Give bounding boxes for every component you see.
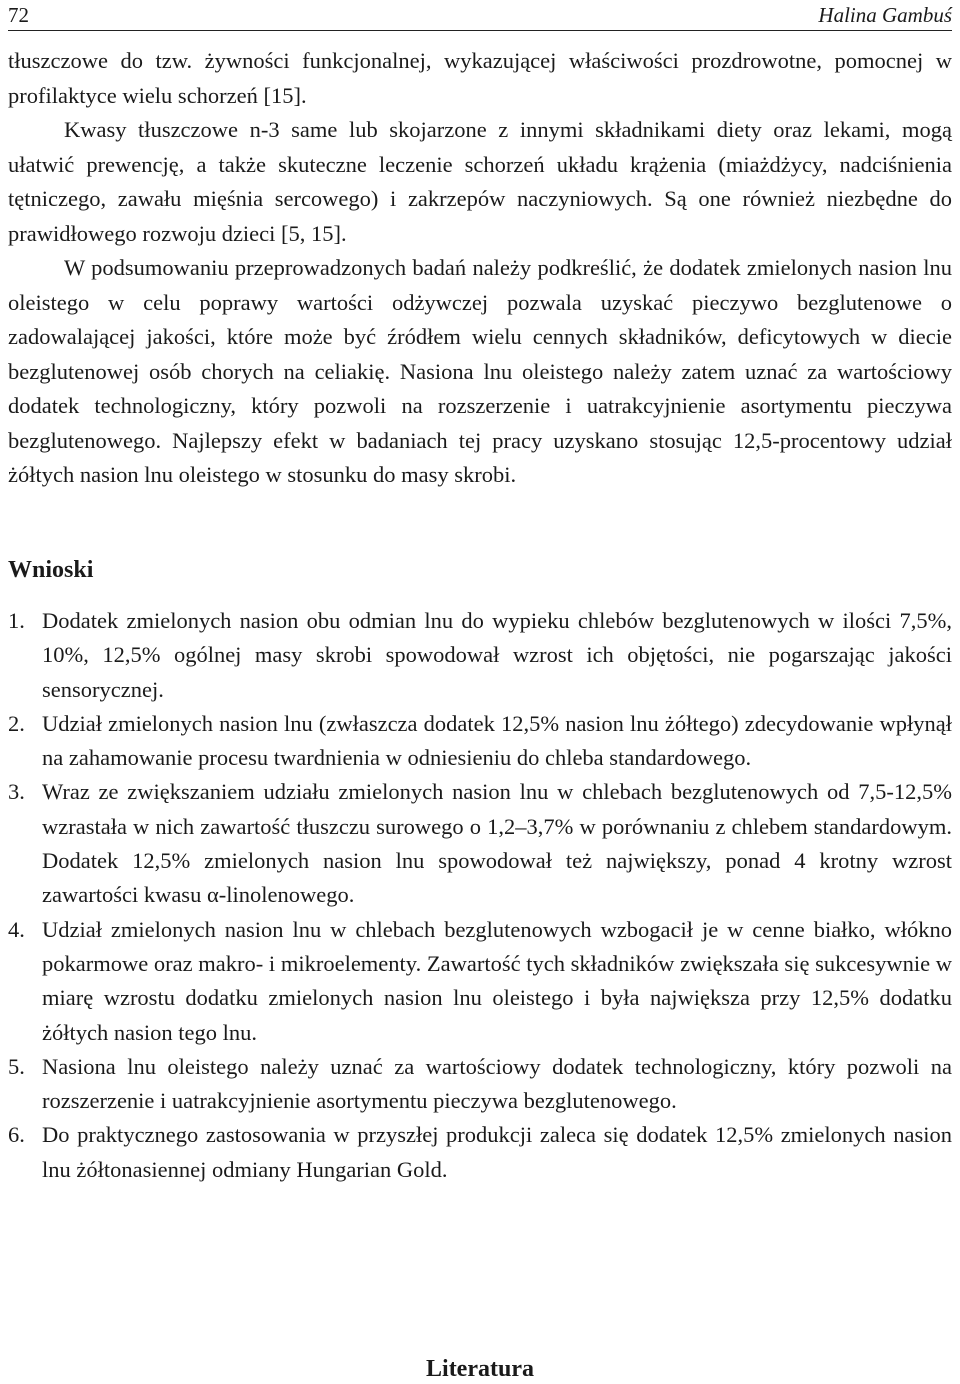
page-header — [8, 0, 952, 31]
conclusion-number: 2. — [8, 710, 25, 736]
conclusion-item — [8, 775, 952, 912]
conclusion-number: 4. — [8, 916, 25, 942]
body-text — [8, 44, 952, 493]
conclusion-item — [8, 1050, 952, 1119]
conclusion-item — [8, 1118, 952, 1187]
conclusion-text: Wraz ze zwiększaniem udziału zmielonych nasion lnu w chlebach bezglutenowych od 7,5-12,5% wzrastała w nich zawartość tłuszczu surowego o 1,2–3,7% w porównaniu z chlebem standardowym. Dodatek 12,5% zmielonych nasion lnu spowodował też największy, ponad 4 krotny wzrost zawartości kwasu α-linolenowego. — [42, 779, 952, 908]
conclusion-text: Do praktycznego zastosowania w przyszłej produkcji zaleca się dodatek 12,5% zmielonych nasion lnu żółtonasiennej odmiany Hungarian Gold. — [42, 1122, 952, 1182]
conclusion-number: 1. — [8, 608, 25, 633]
literature-heading: Literatura — [426, 1356, 534, 1382]
conclusion-text: Udział zmielonych nasion lnu (zwłaszcza dodatek 12,5% nasion lnu żółtego) zdecydowanie wpłynął na zahamowanie procesu twardnienia w odniesieniu do chleba standardowego. — [42, 710, 952, 771]
conclusion-number: 3. — [8, 779, 25, 805]
page-number: 72 — [8, 3, 29, 27]
conclusion-item — [8, 707, 952, 776]
running-head-author: Halina Gambuś — [818, 3, 952, 27]
conclusions-heading: Wnioski — [8, 557, 94, 583]
paragraph-summary: W podsumowaniu przeprowadzonych badań należy podkreślić, że dodatek zmielonych nasion lnu oleistego w celu poprawy wartości odżywczej pozwala uzyskać pieczywo bezglutenowe o zadowalającej jakości, które może być źródłem wielu cennych składników, deficytowych w diecie bezglutenowej osób chorych na celiakię. Nasiona lnu oleistego należy zatem uznać za wartościowy dodatek technologiczny, który pozwoli na rozszerzenie i uatrakcyjnienie asortymentu pieczywa bezglutenowego. Najlepszy efekt w badaniach tej pracy uzyskano stosując 12,5-procentowy udział żółtych nasion lnu oleistego w stosunku do masy skrobi. — [8, 255, 952, 487]
paragraph-continuation: tłuszczowe do tzw. żywności funkcjonalnej, wykazującej właściwości prozdrowotne, pomocnej w profilaktyce wielu schorzeń [15]. — [8, 48, 952, 108]
conclusion-item — [8, 913, 952, 1050]
conclusion-item — [8, 604, 952, 707]
conclusion-number: 6. — [8, 1122, 25, 1148]
paragraph-omega3: Kwasy tłuszczowe n-3 same lub skojarzone z innymi składnikami diety oraz lekami, mogą ułatwić prewencję, a także skuteczne leczenie schorzeń układu krążenia (miażdżycy, nadciśnienia tętniczego, zawału mięśnia sercowego) i zakrzepów naczyniowych. Są one również niezbędne do prawidłowego rozwoju dzieci [5, 15]. — [8, 117, 952, 246]
conclusion-number: 5. — [8, 1053, 25, 1079]
conclusion-text: Dodatek zmielonych nasion obu odmian lnu do wypieku chlebów bezglutenowych w ilości 7,5%, 10%, 12,5% ogólnej masy skrobi spowodował wzrost ich objętości, nie pogarszając jakości sensorycznej. — [42, 608, 952, 702]
conclusion-text: Nasiona lnu oleistego należy uznać za wartościowy dodatek technologiczny, który pozwoli na rozszerzenie i uatrakcyjnienie asortymentu pieczywa bezglutenowego. — [42, 1053, 952, 1114]
conclusions-list — [8, 604, 952, 1187]
conclusion-text: Udział zmielonych nasion lnu w chlebach bezglutenowych wzbogacił je w cenne białko, włókno pokarmowe oraz makro- i mikroelementy. Zawartość tych składników zwiększała się sukcesywnie w miarę wzrostu dodatku zmielonych nasion lnu oleistego i była największa przy 12,5% dodatku żółtych nasion tego lnu. — [42, 916, 952, 1045]
